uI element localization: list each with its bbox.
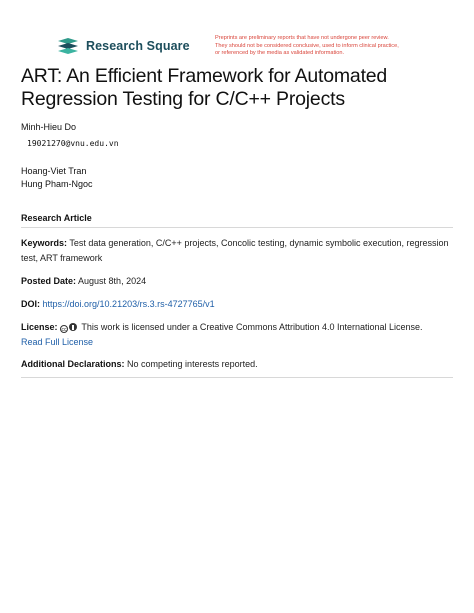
declarations-label: Additional Declarations: — [21, 359, 125, 369]
keywords-block — [21, 236, 453, 265]
read-full-license-link[interactable]: Read Full License — [21, 336, 94, 347]
paper-title — [21, 65, 461, 111]
disclaimer-line: or referenced by the media as validated information. — [215, 50, 345, 57]
posted-date-value: August 8th, 2024 — [78, 276, 147, 286]
disclaimer-line: Preprints are preliminary reports that have not undergone peer review. — [215, 35, 389, 41]
creative-commons-icon: cc — [61, 327, 67, 333]
author-name: Hung Pham-Ngoc — [21, 179, 93, 189]
author-name: Minh-Hieu Do — [21, 122, 77, 132]
posted-date-block — [21, 274, 453, 289]
license-text: This work is licensed under a Creative Commons Attribution 4.0 International License. — [81, 322, 423, 332]
posted-date-label: Posted Date: — [21, 276, 77, 286]
research-square-logo-icon — [56, 37, 80, 55]
doi-label: DOI: — [21, 299, 40, 309]
header — [0, 0, 474, 66]
divider — [21, 377, 453, 378]
declarations-block — [21, 357, 453, 372]
preprint-disclaimer — [215, 35, 465, 58]
author-email[interactable]: 19021270@vnu.edu.vn — [27, 139, 119, 148]
keywords-text: Test data generation, C/C++ projects, Concolic testing, dynamic symbolic execution, regression test, ART framework — [21, 238, 449, 263]
article-type: Research Article — [21, 213, 92, 223]
paper-title-line: ART: An Efficient Framework for Automated — [21, 65, 388, 87]
research-square-logo[interactable] — [56, 37, 190, 55]
paper-title-line: Regression Testing for C/C++ Projects — [21, 88, 345, 110]
declarations-text: No competing interests reported. — [127, 359, 258, 369]
keywords-label: Keywords: — [21, 238, 68, 248]
divider — [21, 227, 453, 228]
doi-link[interactable]: https://doi.org/10.21203/rs.3.rs-4727765/v1 — [42, 299, 215, 309]
disclaimer-line: They should not be considered conclusive, used to inform clinical practice, — [215, 42, 399, 49]
attribution-icon — [69, 323, 77, 331]
license-label: License: — [21, 322, 58, 332]
doi-block — [21, 297, 453, 312]
author-name: Hoang-Viet Tran — [21, 166, 87, 176]
license-block — [21, 320, 453, 349]
brand-name: Research Square — [86, 39, 190, 53]
